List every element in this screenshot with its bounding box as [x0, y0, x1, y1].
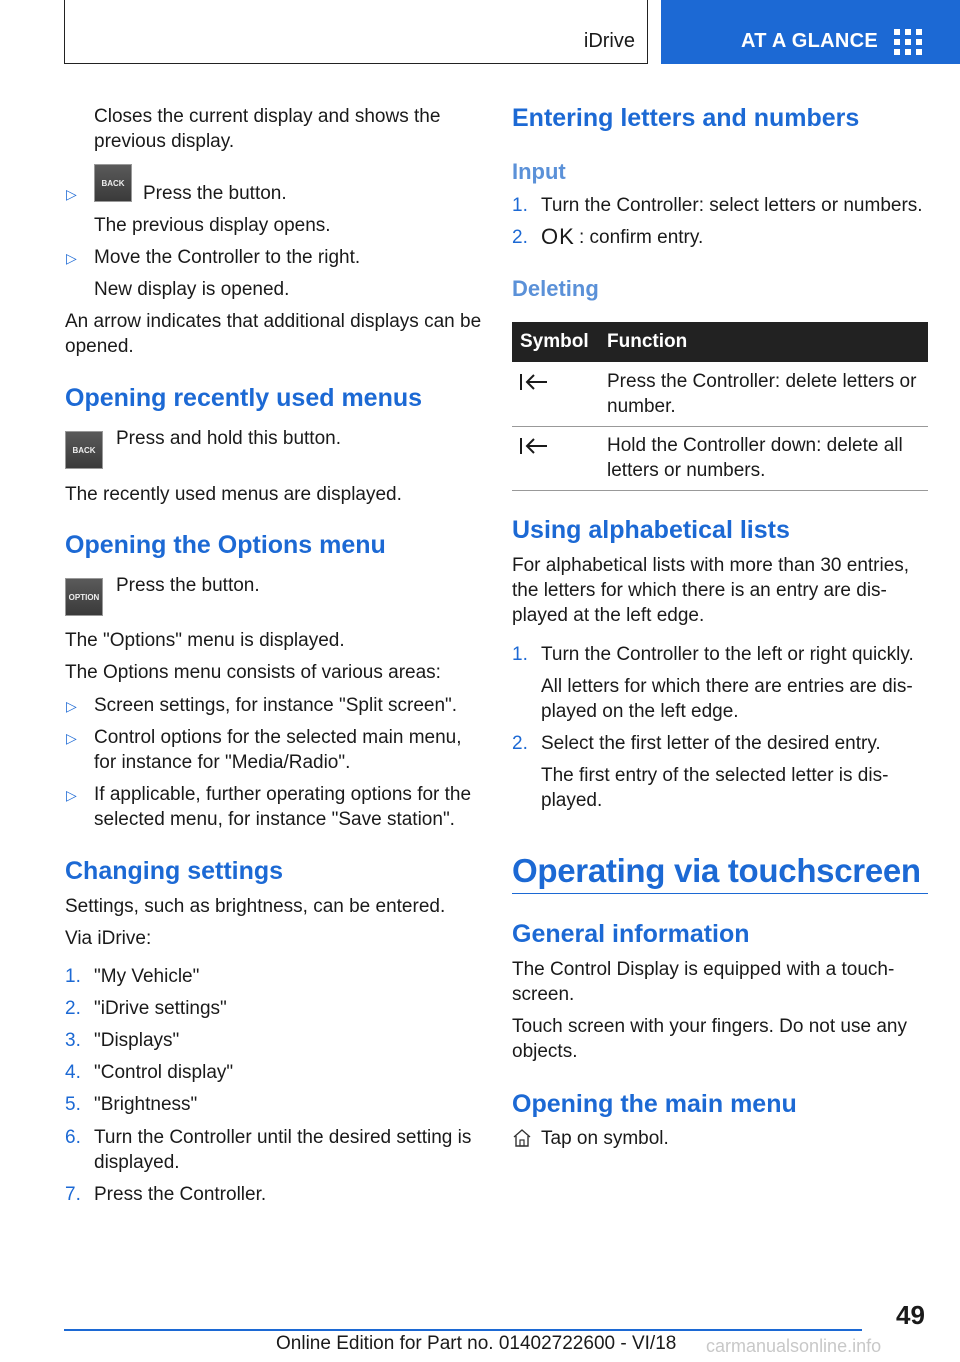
header-chapter-box[interactable]	[661, 0, 960, 64]
table-divider	[512, 426, 928, 427]
settings-intro: Settings, such as brightness, can be entered.	[65, 896, 446, 917]
step-number: 4.	[65, 1062, 81, 1083]
input-step-turn: Turn the Controller: select letters or numbers.	[541, 195, 923, 216]
options-displayed: The "Options" menu is displayed.	[65, 630, 345, 651]
bullet-triangle-icon: ▷	[66, 730, 77, 746]
heading-general-info: General information	[512, 920, 750, 948]
heading-options-menu: Opening the Options menu	[65, 531, 386, 559]
back-button-icon: BACK	[65, 431, 103, 469]
back-button-icon: BACK	[94, 164, 132, 202]
bullet-move-controller: Move the Controller to the right.	[94, 247, 361, 268]
heading-open-main-menu: Opening the main menu	[512, 1090, 797, 1118]
footer-rule	[64, 1329, 862, 1331]
header-section-title: iDrive	[583, 30, 635, 52]
options-bullet-further: If applicable, further operating options for the selected menu, for instance "Save station".	[94, 784, 472, 830]
heading-touchscreen: Operating via touchscreen	[512, 852, 921, 889]
option-button-icon: OPTION	[65, 578, 103, 616]
heading-recent-menus: Opening recently used menus	[65, 384, 423, 412]
step-text: "My Vehicle"	[94, 966, 200, 987]
table-row-delete-all: Hold the Controller down: delete all letters or numbers.	[607, 435, 903, 481]
alpha-intro: For alphabetical lists with more than 30 entries, the letters for which there is an entry are dis-played at the left edge.	[512, 555, 910, 626]
recent-instruction: Press and hold this button.	[116, 428, 341, 449]
options-instruction: Press the button.	[116, 575, 260, 596]
step-number: 5.	[65, 1094, 81, 1115]
options-areas: The Options menu consists of various areas:	[65, 662, 441, 683]
bullet-triangle-icon: ▷	[66, 787, 77, 803]
bullet-move-sub: New display is opened.	[94, 279, 290, 300]
main-menu-instruction: Tap on symbol.	[541, 1128, 669, 1149]
alpha-step-turn: Turn the Controller to the left or right quickly.	[541, 644, 914, 665]
col-symbol: Symbol	[520, 331, 589, 352]
step-number: 6.	[65, 1127, 81, 1148]
delete-arrow-icon	[519, 436, 549, 456]
paragraph-arrow: An arrow indicates that additional displays can be opened.	[65, 311, 482, 357]
watermark: carmanualsonline.info	[706, 1336, 882, 1356]
step-number: 7.	[65, 1184, 81, 1205]
heading-rule	[512, 893, 928, 894]
bullet-triangle-icon: ▷	[66, 698, 77, 714]
step-number: 2.	[512, 733, 528, 754]
general-p1: The Control Display is equipped with a touch-screen.	[512, 959, 895, 1005]
table-row-delete: Press the Controller: delete letters or number.	[607, 371, 917, 417]
step-number: 2.	[512, 227, 528, 248]
home-icon	[512, 1128, 532, 1148]
heading-deleting: Deleting	[512, 276, 599, 301]
alpha-step-select-sub: The first entry of the selected letter is dis-played.	[541, 765, 889, 811]
step-text: "Control display"	[94, 1062, 234, 1083]
table-divider	[512, 490, 928, 491]
heading-entering: Entering letters and numbers	[512, 104, 860, 132]
delete-arrow-icon	[519, 372, 549, 392]
step-number: 1.	[512, 195, 528, 216]
recent-result: The recently used menus are displayed.	[65, 484, 402, 505]
step-text: Turn the Controller until the desired setting is displayed.	[94, 1127, 472, 1173]
input-step-confirm: : confirm entry.	[579, 227, 704, 248]
header-chapter-title: AT A GLANCE	[741, 30, 878, 52]
step-number: 2.	[65, 998, 81, 1019]
alpha-step-turn-sub: All letters for which there are entries are dis-played on the left edge.	[541, 676, 913, 722]
general-p2: Touch screen with your fingers. Do not use any objects.	[512, 1016, 907, 1062]
header-section-box	[64, 0, 648, 64]
step-number: 1.	[65, 966, 81, 987]
heading-changing-settings: Changing settings	[65, 857, 284, 885]
bullet-press-button: Press the button.	[143, 183, 287, 204]
step-number: 3.	[65, 1030, 81, 1051]
bullet-triangle-icon: ▷	[66, 250, 77, 266]
step-text: "iDrive settings"	[94, 998, 227, 1019]
paragraph-closes: Closes the current display and shows the previous display.	[94, 106, 441, 152]
ok-icon: OK	[541, 224, 575, 249]
step-text: Press the Controller.	[94, 1184, 267, 1205]
col-function: Function	[607, 331, 688, 352]
settings-via: Via iDrive:	[65, 928, 152, 949]
bullet-triangle-icon: ▷	[66, 186, 77, 202]
bullet-press-sub: The previous display opens.	[94, 215, 331, 236]
step-text: "Displays"	[94, 1030, 180, 1051]
options-bullet-screen: Screen settings, for instance "Split screen".	[94, 695, 458, 716]
heading-input: Input	[512, 159, 566, 184]
footer-edition: Online Edition for Part no. 01402722600 - VI/18	[276, 1333, 677, 1354]
heading-alphabetical: Using alphabetical lists	[512, 516, 790, 544]
grid-menu-icon[interactable]	[894, 29, 922, 53]
step-number: 1.	[512, 644, 528, 665]
page-number: 49	[896, 1300, 925, 1330]
step-text: "Brightness"	[94, 1094, 198, 1115]
table-header	[512, 322, 928, 362]
alpha-step-select: Select the first letter of the desired entry.	[541, 733, 881, 754]
options-bullet-control: Control options for the selected main menu, for instance for "Media/Radio".	[94, 727, 462, 773]
